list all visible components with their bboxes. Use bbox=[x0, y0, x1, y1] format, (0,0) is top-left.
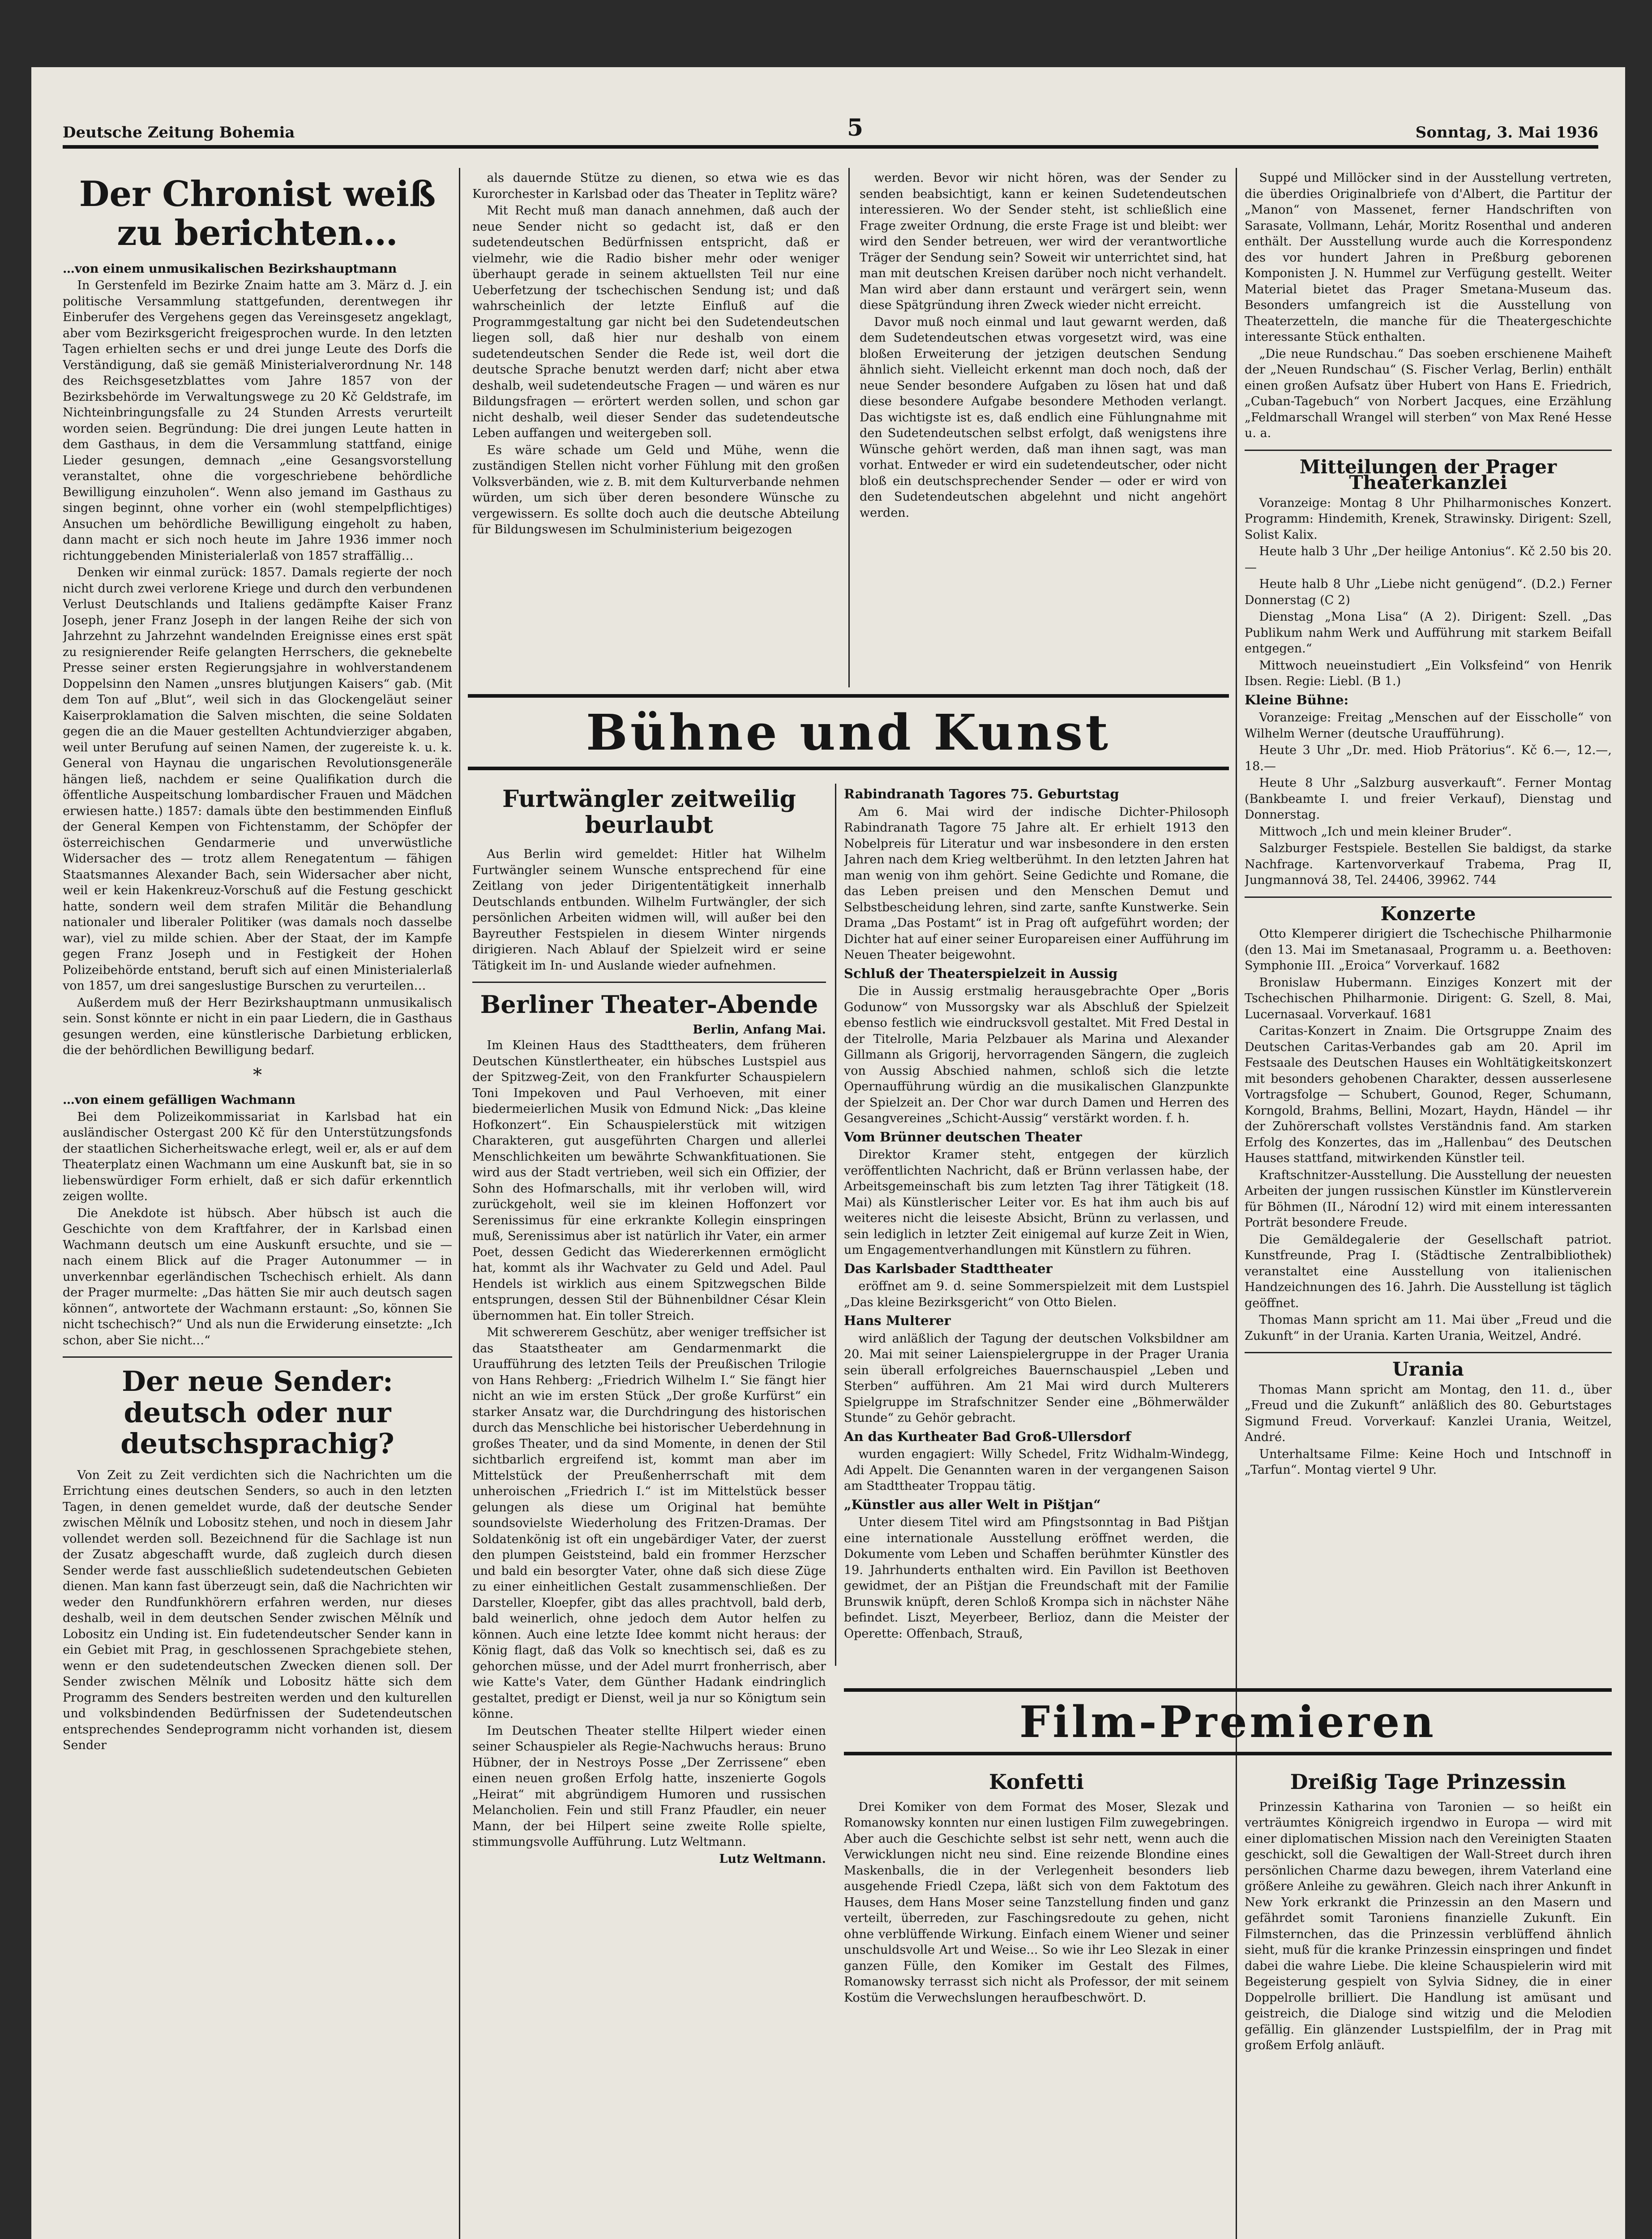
headline-furtwaengler: Furtwängler zeitweilig beurlaubt bbox=[502, 785, 796, 839]
column-3-news bbox=[844, 784, 1229, 1661]
film-review-konfetti bbox=[844, 1769, 1229, 2239]
item-text: wird anläßlich der Tagung der deutschen Volksbildner am 20. Mai mit seiner Laienspielergruppe in der Prager Urania sein überall erfolgreiches Bauernschauspiel „Leben und Sterben“ aufführen. Am 21 Mai wird durch Multerers Spielgruppe im Strafschnitzer Sender eine „Böhmerwälder Stunde“ zu Gehör gebracht. bbox=[844, 1331, 1229, 1425]
notice-subhead: Kleine Bühne: bbox=[1245, 692, 1349, 708]
paragraph: Mit Recht muß man danach annehmen, daß auch der neue Sender nicht so gedacht ist, daß er den sudetendeutschen Bedürfnissen entspricht, daß er vielmehr, wie die Radio bisher mehr oder weniger überhaupt gerade in seinem aktuellsten Teil nur eine Ueberfetzung der tschechischen Sendung ist; und daß wahrscheinlich der letzte Einfluß auf die Programmgestaltung gar nicht bei den Sudetendeutschen liegen soll, daß hier nur deshalb von einem sudetendeutschen Sender die Rede ist, weil dort die deutsche Sprache benutzt werden darf; nicht aber etwa deshalb, weil sudetendeutsche Fragen — und wären es nur Bildungsfragen — erörtert werden sollen, und schon gar nicht deshalb, weil dieser Sender das sudetendeutsche Leben auffangen und weitergeben soll. bbox=[472, 204, 839, 440]
column-1 bbox=[63, 170, 452, 2239]
paragraph: Bei dem Polizeikommissariat in Karlsbad hat ein ausländischer Ostergast 200 Kč für den Unterstützungsfonds der staatlichen Sicherheitswache erlegt, weil er, als er auf dem Theaterplatz einen Wachmann um eine Auskunft bat, sie in so liebenswürdiger Form erhielt, daß er sich dafür erkenntlich zeigen wollte. bbox=[63, 1110, 452, 1204]
notice: Heute halb 8 Uhr „Liebe nicht genügend“. (D.2.) Ferner Donnerstag (C 2) bbox=[1245, 577, 1612, 607]
item-text: Unter diesem Titel wird am Pfingstsonntag in Bad Pištjan eine internationale Ausstellung eröffnet werden, die Dokumente vom Leben und Schaffen berühmter Künstler des 19. Jahrhunderts enthalten wird. Ein Pavillon ist Beethoven gewidmet, der an Pištjan die Freundschaft mit der Familie Brunswik knüpft, deren Schloß Krompa sich in nächster Nähe befindet. Liszt, Meyerbeer, Berlioz, dann die Meister der Operette: Offenbach, Strauß, bbox=[844, 1515, 1229, 1641]
item-text: Am 6. Mai wird der indische Dichter-Philosoph Rabindranath Tagore 75 Jahre alt. Er erhielt 1913 den Nobelpreis für Literatur und war insbesondere in den ersten Jahren nach dem Krieg weltberühmt. In den letzten Jahren hat man wenig von ihm gehört. Seine Gedichte und Romane, die das Leben preisen und den Menschen Demut und Selbstbescheidung lehren, sind zarte, sanfte Kunstwerke. Sein Drama „Das Postamt“ ist in Prag oft aufgeführt worden; der Dichter hat auf einer seiner Europareisen einer Aufführung im Neuen Theater beigewohnt. bbox=[844, 805, 1229, 962]
notice: Voranzeige: Freitag „Menschen auf der Eisscholle“ von Wilhelm Werner (deutsche Uraufführung). bbox=[1245, 711, 1612, 741]
paragraph: Die Anekdote ist hübsch. Aber hübsch ist auch die Geschichte von dem Kraftfahrer, der in Karlsbad einen Wachmann deutsch um eine Auskunft ersuchte, und sie — nach einem Blick auf die Prager Autonummer — in unverkennbar egerländischen Tschechisch erhielt. Als dann der Prager murmelte: „Das hätten Sie mir auch deutsch sagen können“, antwortete der Wachmann erstaunt: „So, können Sie nicht tschechisch?“ Und als nun die Erwiderung einsetzte: „Ich schon, aber Sie nicht…“ bbox=[63, 1206, 452, 1347]
paragraph: Von Zeit zu Zeit verdichten sich die Nachrichten um die Errichtung eines deutschen Senders, so auch in den letzten Tagen, in denen gemeldet wurde, daß der deutsche Sender zwischen Mělník und Lobositz stehen, und noch in diesem Jahr vollendet werden soll. Bezeichnend für die Sachlage ist nun der Zusatz abgeschafft wurde, daß zugleich durch diesen Sender werde fast ausschließlich sudetendeutschen Gebieten dienen. Man kann fast überzeugt sein, daß die Nachrichten wir weder den Rundfunkhörern erfahren werden, nur dieses deshalb, weil in dem deutschen Sender zwischen Mělník und Lobositz ein Unding ist. Ein fudetendeutscher Sender kann in ein Gebiet mit Prag, in geschlossenen Sprachgebiete stehen, wenn er den sudetendeutschen Zwecken dienen soll. Der Sender zwischen Mělník und Lobositz hätte sich dem Programm des Senders bestreiten werden und den kulturellen und volksbindenden Bedürfnissen der Sudetendeutschen entsprechendes Sendeprogramm nicht vorhanden ist, diesem Sender bbox=[63, 1468, 452, 1753]
paragraph: werden. Bevor wir nicht hören, was der Sender zu senden beabsichtigt, kann er keinen Sudetendeutschen interessieren. Wo der Sender steht, ist schließlich eine Frage zweiter Ordnung, die erste Frage ist und bleibt: wer wird den Sender betreuen, wer wird der verantwortliche Träger der Sendung sein? Soweit wir unterrichtet sind, hat man mit deutschen Kreisen darüber noch nicht verhandelt. Man wird aber dann erstaunt und verärgert sein, wenn diese Spätgründung ihren Zweck wieder nicht erreicht. bbox=[860, 171, 1227, 312]
paragraph: Suppé und Millöcker sind in der Ausstellung vertreten, die überdies Originalbriefe von d'Albert, die Partitur der „Manon“ von Massenet, ferner Handschriften von Sarasate, Vollmann, Lehár, Moritz Rosenthal und anderen enthält. Der Ausstellung wurde auch die Korrespondenz des vor hundert Jahren in Preßburg geborenen Komponisten J. N. Hummel zur Verfügung gestellt. Weiter Material bietet das Prager Smetana-Museum das. Besonders umfangreich ist die Ausstellung von Theaterzetteln, die manche für die Theatergeschichte interessante Stück enthalten. bbox=[1245, 171, 1612, 344]
item-head: Vom Brünner deutschen Theater bbox=[844, 1129, 1082, 1145]
headline-prinzessin: Dreißig Tage Prinzessin bbox=[1290, 1770, 1566, 1794]
notice: Voranzeige: Montag 8 Uhr Philharmonisches Konzert. Programm: Hindemith, Krenek, Strawinsky. Dirigent: Szell, Solist Kalix. bbox=[1245, 496, 1612, 542]
separator bbox=[1245, 450, 1612, 451]
notice: Heute halb 3 Uhr „Der heilige Antonius“. Kč 2.50 bis 20.— bbox=[1245, 545, 1612, 575]
notice: Mittwoch „Ich und mein kleiner Bruder“. bbox=[1259, 824, 1512, 839]
notice: Otto Klemperer dirigiert die Tschechische Philharmonie (den 13. Mai im Smetanasaal, Programm u. a. Beethoven: Symphonie III. „Eroica“ Vorverkauf. 1682 bbox=[1245, 927, 1612, 973]
paragraph-rundschau: „Die neue Rundschau.“ Das soeben erschienene Maiheft der „Neuen Rundschau“ (S. Fischer Verlag, Berlin) enthält einen großen Aufsatz über Hubert von Hans E. Friedrich, „Cuban-Tagebuch“ von Norbert Jacques, eine Erzählung „Feldmarschall Wrangel will sterben“ von Max René Hesse u. a. bbox=[1245, 347, 1612, 440]
paragraph: Es wäre schade um Geld und Mühe, wenn die zuständigen Stellen nicht vorher Fühlung mit den großen Volksverbänden, wie z. B. mit dem Kulturverbande nehmen würden, um sich über deren besondere Wünsche zu vergewissern. Es sollte doch auch die deutsche Abteilung für Bildungswesen im Schulministerium beigezogen bbox=[472, 443, 839, 536]
separator bbox=[472, 982, 826, 983]
column-2-top bbox=[472, 170, 839, 690]
notice: Salzburger Festspiele. Bestellen Sie baldigst, da starke Nachfrage. Kartenvorverkauf Trabema, Prag II, Jungmannová 38, Tel. 24406, 39962. 744 bbox=[1245, 841, 1612, 887]
box-title-theaterkanzlei: Mitteilungen der Prager Theaterkanzlei bbox=[1299, 455, 1557, 493]
separator bbox=[63, 1356, 452, 1358]
issue-date: Sonntag, 3. Mai 1936 bbox=[1415, 124, 1598, 142]
page-number: 5 bbox=[847, 114, 864, 142]
notice: Thomas Mann spricht am Montag, den 11. d., über „Freud und die Zukunft“ anläßlich des 80. Geburtstages Sigmund Freud. Vorverkauf: Kanzlei Urania, Weitzel, André. bbox=[1245, 1382, 1612, 1444]
paragraph: als dauernde Stütze zu dienen, so etwa wie es das Kurorchester in Karlsbad oder das Theater in Teplitz wäre? bbox=[472, 171, 839, 201]
headline-berliner-theater: Berliner Theater-Abende bbox=[480, 990, 818, 1019]
column-3-top bbox=[860, 170, 1227, 690]
subhead-wachmann: …von einem gefälligen Wachmann bbox=[63, 1093, 295, 1107]
notice: Thomas Mann spricht am 11. Mai über „Freud und die Zukunft“ in der Urania. Karten Urania, Weitzel, André. bbox=[1245, 1313, 1612, 1343]
paragraph: Aus Berlin wird gemeldet: Hitler hat Wilhelm Furtwängler seinem Wunsche entsprechend für eine Zeitlang von jeder Dirigententätigkeit innerhalb Deutschlands entbunden. Wilhelm Furtwängler, der sich persönlichen Arbeiten widmen will, will außer bei den Bayreuther Festspielen in diesem Winter nirgends dirigieren. Nach Ablauf der Spielzeit wird er seine Tätigkeit im In- und Auslande wieder aufnehmen. bbox=[472, 847, 826, 973]
item-text: Direktor Kramer steht, entgegen der kürzlich veröffentlichten Nachricht, daß er Brünn verlassen habe, der Arbeitsgemeinschaft bis zum letzten Tag ihrer Tätigkeit (18. Mai) als Künstlerischer Leiter vor. Es hat ihm auch bis auf weiteres nicht die leiseste Absicht, Brünn zu verlassen, und sein lediglich in letzter Zeit einigemal auf kurze Zeit in Wien, um Engagementverhandlungen mit Künstlern zu führen. bbox=[844, 1148, 1229, 1257]
item-text: Die in Aussig erstmalig herausgebrachte Oper „Boris Godunow“ von Mussorgsky war als Abschluß der Spielzeit ebenso festlich wie eindrucksvoll gestaltet. Mit Fred Destal in der Titelrolle, Maria Pelzbauer als Marina und Alexander Gillmann als Grigorij, hervorragenden Sängern, die zugleich von Aussig Abschied nahmen, schloß sich die letzte Opernaufführung würdig an die musikalischen Glanzpunkte der Spielzeit an. Der Chor war durch Damen und Herren des Gesangvereines „Schicht-Aussig“ verstärkt worden. f. h. bbox=[844, 984, 1229, 1125]
paragraph: Drei Komiker von dem Format des Moser, Slezak und Romanowsky konnten nur einen lustigen Film zuwegebringen. Aber auch die Geschichte selbst ist sehr nett, wenn auch die Verwicklungen nicht neu sind. Eine reizende Blondine eines Maskenballs, die in der Verlegenheit besonders lieb ausgehende Friedl Czepa, läßt sich von dem Faktotum des Hauses, dem Hans Moser seine Tanzstellung finden und ganz verteilt, überreden, zur Faschingsredoute zu gehen, nicht ohne verblüffende Wirkung. Einfach einem Wiener und seiner unschuldsvolle Art und Weise... So wie ihr Leo Slezak in einer ganzen Fülle, den Komiker im Gestalt des Filmes, Romanowsky terrasst sich nicht als Professor, der mit seinem Kostüm die Verwechslungen heraufbeschwört. D. bbox=[844, 1800, 1229, 2005]
notice: Dienstag „Mona Lisa“ (A 2). Dirigent: Szell. „Das Publikum nahm Werk und Aufführung mit starkem Beifall entgegen.“ bbox=[1245, 610, 1612, 656]
item-head: Hans Multerer bbox=[844, 1313, 951, 1328]
section-star: * bbox=[253, 1064, 262, 1085]
paragraph: Prinzessin Katharina von Taronien — so heißt ein verträumtes Königreich irgendwo in Europa — wird mit einer diplomatischen Mission nach den Vereinigten Staaten geschickt, soll die Gewaltigen der Wall-Street durch ihren persönlichen Charme dazu bewegen, ihrem Vaterland eine größere Anleihe zu gewähren. Gleich nach ihrer Ankunft in New York erkrankt die Prinzessin an den Masern und gefährdet somit Taroniens finanzielle Zukunft. Ein Filmsternchen, das die Prinzessin verblüffend ähnlich sieht, muß für die kranke Prinzessin einspringen und findet dabei die wahre Liebe. Die kleine Schauspielerin wird mit Begeisterung gespielt von Sylvia Sidney, die in einer Doppelrolle brilliert. Die Handlung ist amüsant und geistreich, die Dialoge sind witzig und die Melodien gefällig. Ein glänzender Lustspielfilm, der in Prag mit großem Erfolg anläuft. bbox=[1245, 1800, 1612, 2053]
paragraph: Denken wir einmal zurück: 1857. Damals regierte der noch nicht durch zwei verlorene Kriege und durch den verbundenen Verlust Deutschlands und Italiens gedämpfte Kaiser Franz Joseph, jener Franz Joseph in der langen Reihe der sich von Jahrzehnt zu Jahrzehnt wandelnden Ereignisse eines erst spät zu resignierender Reife gelangten Herrschers, die geknebelte Presse seiner ersten Regierungsjahre in wohlverstandenem Doppelsinn den Namen „unsres blutjungen Kaisers“ gab. (Mit dem Ton auf „Blut“, weil sich in das Glockengeläut seiner Kaiserproklamation die Salven mischten, die seine Soldaten gegen die an die Mauer gestellten Achtundvierziger abgaben, weil unter Berufung auf seinen Namen, der zugereiste k. u. k. General von Haynau die ungarischen Revolutionsgeneräle hängen ließ, nachdem er seine Qualifikation durch die öffentliche Auspeitschung lombardischer Frauen und Mädchen erwiesen hatte.) 1857: damals übte den bestimmenden Einfluß der General Kempen von Fichtenstamm, der Schöpfer der österreichischen Gendarmerie und unverwüstliche Widersacher des — trotz allem Renegatentum — fähigen Staatsmannes Alexander Bach, sein Widersacher aber nicht, weil er kein Hakenkreuz-Vorschuß auf die Festung geschickt hatte, sondern weil dem strafen Militär die Behandlung nationaler und liberaler Politiker (was damals noch dasselbe war), viel zu milde schien. Aber der Staat, der im Kampfe gegen Franz Joseph und in Festigkeit der Hohen Polizeibehörde entstand, beruft sich auf einen Ministerialerlaß von 1857, um drei sangeslustige Burschen zu verurteilen… bbox=[63, 566, 452, 993]
item-text: wurden engagiert: Willy Schedel, Fritz Widhalm-Windegg, Adi Appelt. Die Genannten waren in der vergangenen Saison am Stadttheater Troppau tätig. bbox=[844, 1447, 1229, 1493]
column-4 bbox=[1245, 170, 1612, 1764]
headline-sender: Der neue Sender: deutsch oder nur deutschsprachig? bbox=[120, 1365, 394, 1460]
notice: Heute 3 Uhr „Dr. med. Hiob Prätorius“. Kč 6.—, 12.—, 18.— bbox=[1245, 743, 1612, 773]
paragraph: Außerdem muß der Herr Bezirkshauptmann unmusikalisch sein. Sonst könnte er nicht in ein paar Liedern, die in Gasthaus gesungen werden, eine künstlerische Darbietung erblicken, die der behördlichen Bewilligung bedarf. bbox=[63, 995, 452, 1058]
column-rule bbox=[1236, 1764, 1237, 2239]
paragraph: Davor muß noch einmal und laut gewarnt werden, daß dem Sudetendeutschen etwas vorgesetzt wird, was eine bloßen Erweiterung der jetzigen deutschen Sendung ähnlich sieht. Vielleicht erkennt man doch noch, daß der neue Sender besondere Aufgaben zu lösen hat und daß diese besondere Aufgabe besondere Methoden verlangt. Das wichtigste ist es, daß endlich eine Fühlungnahme mit den Sudetendeutschen selbst erfolgt, daß wenigstens ihre Wünsche gehört werden, daß man ihnen sagt, was man vorhat. Entweder er wird ein sudetendeutscher, oder nicht bloß ein deutschsprechender Sender — oder er wird von den Sudetendeutschen abgelehnt und nicht angehört werden. bbox=[860, 315, 1227, 520]
item-head: An das Kurtheater Bad Groß-Ullersdorf bbox=[844, 1428, 1131, 1444]
separator bbox=[1245, 1352, 1612, 1353]
headline-chronist: Der Chronist weiß zu berichten… bbox=[79, 174, 436, 254]
box-title-konzerte: Konzerte bbox=[1380, 902, 1476, 925]
section-banner-film: Film-Premieren bbox=[844, 1688, 1612, 1755]
author-byline: Lutz Weltmann. bbox=[719, 1852, 826, 1866]
headline-konfetti: Konfetti bbox=[989, 1770, 1084, 1794]
box-title-urania: Urania bbox=[1392, 1358, 1464, 1380]
item-head: Rabindranath Tagores 75. Geburtstag bbox=[844, 786, 1119, 802]
separator bbox=[1245, 896, 1612, 898]
notice: Bronislaw Hubermann. Einziges Konzert mit der Tschechischen Philharmonie. Dirigent: G. Szell, 8. Mai, Lucernasaal. Vorverkauf. 1681 bbox=[1245, 975, 1612, 1021]
paragraph: In Gerstenfeld im Bezirke Znaim hatte am 3. März d. J. ein politische Versammlung stattgefunden, derentwegen ihr Einberufer des Vergehens gegen das Vereinsgesetz angeklagt, aber vom Bezirksgericht freigesprochen wurde. In den letzten Tagen erhielten sechs er und drei junge Leute des Dorfs die Verständigung, daß sie gemäß Ministerialverordnung Nr. 148 des Reichsgesetzblattes vom Jahre 1857 von der Bezirksbehörde im Verwaltungswege zu 20 Kč Geldstrafe, im Nichteinbringungsfalle zu 24 Stunden Arrests verurteilt worden seien. Begründung: Die drei jungen Leute hatten in dem Gasthaus, in dem die Versammlung stattfand, einige Lieder gesungen, demnach „eine Gesangsvorstellung veranstaltet, ohne die vorgeschriebene behördliche Bewilligung einzuholen“. Wenn also jemand im Gasthaus zu singen beginnt, ohne vorher ein (wohl stempelpflichtiges) Ansuchen um behördliche Bewilligung eingeholt zu haben, dann macht er sich noch heute im Jahre 1936 immer noch richtunggebenden Ministerialerlaß von 1857 straffällig… bbox=[63, 279, 452, 563]
item-head: Das Karlsbader Stadttheater bbox=[844, 1261, 1053, 1276]
item-text: eröffnet am 9. d. seine Sommerspielzeit mit dem Lustspiel „Das kleine Bezirksgericht“ von Otto Bielen. bbox=[844, 1279, 1229, 1309]
newspaper-name: Deutsche Zeitung Bohemia bbox=[63, 124, 295, 142]
notice: Heute 8 Uhr „Salzburg ausverkauft“. Ferner Montag (Bankbeamte I. und freier Verkauf), Dienstag und Donnerstag. bbox=[1245, 776, 1612, 822]
notice: Kraftschnitzer-Ausstellung. Die Ausstellung der neuesten Arbeiten der jungen russischen Künstler im Künstlerverein für Böhmen (II., Národní 12) wird mit einem interessanten Porträt besondere Freude. bbox=[1245, 1168, 1612, 1230]
paragraph: Mit schwererem Geschütz, aber weniger treffsicher ist das Staatstheater am Gendarmenmarkt die Uraufführung des letzten Teils der Preußischen Trilogie von Hans Rehberg: „Friedrich Wilhelm I.“ Sie fängt hier nicht an wie im ersten Stück „Der große Kurfürst“ ein starker Ansatz war, die Durchdringung des historischen durch das Menschliche bei historischer Ueberdehnung in großes Theater, und da sind Momente, in denen der Stil sichtbarlich ergreifend ist, kommt man aber im Mittelstück der Preußenherrschaft mit dem unheroischen „Friedrich I.“ ist im Mittelstück besser gelungen als diese um Original hat bemühte soundsovielste Wiederholung des Fritzen-Dramas. Der Soldatenkönig ist oft ein ungebärdiger Vater, der zuerst den plumpen Geiststeind, bald ein frommer Herzscher und bald ein besorgter Vater, ohne daß sich diese Züge zu einer einheitlichen Gestalt zusammenschließen. Der Darsteller, Kloepfer, gibt das alles prachtvoll, bald derb, bald weinerlich, ohne jedoch dem Autor helfen zu können. Auch eine letzte Idee kommt nicht heraus: der König flagt, daß das Volk so knechtisch sei, daß es zu gehorchen müsse, und der Adel murrt fronherrisch, aber wie Katte's Vater, dem Günther Hadank eindringlich gestaltet, predigt er Dienst, weil ja nur so Königtum sein könne. bbox=[472, 1325, 826, 1721]
column-rule bbox=[848, 168, 850, 687]
notice: Die Gemäldegalerie der Gesellschaft patriot. Kunstfreunde, Prag I. (Städtische Zentralbibliothek) veranstaltet eine Ausstellung von italienischen Handzeichnungen des 16. Jahrh. Die Ausstellung ist täglich geöffnet. bbox=[1245, 1232, 1612, 1310]
column-rule bbox=[835, 784, 836, 1666]
item-head: Schluß der Theaterspielzeit in Aussig bbox=[844, 965, 1118, 981]
newspaper-page bbox=[31, 67, 1625, 2239]
section-banner-buehne: Bühne und Kunst bbox=[468, 694, 1229, 770]
film-review-prinzessin bbox=[1245, 1769, 1612, 2239]
notice: Caritas-Konzert in Znaim. Die Ortsgruppe Znaim des Deutschen Caritas-Verbandes gab am 20. April im Festsaale des Deutschen Hauses ein Wohltätigkeitskonzert mit besonders gehobenen Charakter, dessen ausserlesene Vortragsfolge — Schubert, Gounod, Reger, Schumann, Korngold, Brahms, Bellini, Mozart, Haydn, Händel — ihr der Zuhörerschaft vollstes Verständnis fand. Am starken Erfolg des Konzertes, das im „Hallenbau“ des Deutschen Hauses stattfand, mitwirkenden Künstler teil. bbox=[1245, 1024, 1612, 1165]
item-head: „Künstler aus aller Welt in Pištjan“ bbox=[844, 1497, 1101, 1512]
paragraph: Im Deutschen Theater stellte Hilpert wieder einen seiner Schauspieler als Regie-Nachwuchs heraus: Bruno Hübner, der in Nestroys Posse „Der Zerrissene“ eben einen neuen großen Erfolg hatte, inszenierte Gogols „Heirat“ mit abgründigem Humoren und russischen Melancholien. Fein und still Franz Pfaudler, ein neuer Mann, der bei Hilpert seine zweite Rolle spielte, stimmungsvolle Aufführung. Lutz Weltmann. bbox=[472, 1724, 826, 1849]
column-2-articles bbox=[472, 784, 826, 2239]
notice: Unterhaltsame Filme: Keine Hoch und Intschnoff in „Tarfun“. Montag viertel 9 Uhr. bbox=[1245, 1447, 1612, 1477]
notice: Mittwoch neueinstudiert „Ein Volksfeind“ von Henrik Ibsen. Regie: Liebl. (B 1.) bbox=[1245, 658, 1612, 688]
column-rule bbox=[459, 168, 460, 2239]
dateline: Berlin, Anfang Mai. bbox=[693, 1022, 826, 1037]
subhead-bezirkshauptmann: …von einem unmusikalischen Bezirkshauptmann bbox=[63, 262, 397, 276]
paragraph: Im Kleinen Haus des Stadttheaters, dem früheren Deutschen Künstlertheater, ein hübsches Lustspiel aus der Spitzweg-Zeit, von den Frankfurter Schauspielern Toni Impekoven und Paul Verhoeven, mit einer biedermeierlichen Musik von Edmund Nick: „Das kleine Hofkonzert“. Ein Schauspielerstück mit witzigen Charakteren, gut ausgeführten Chargen und allerlei Menschlichkeiten um bewährte Schwankfituationen. Sie wird aus der Stadt vertrieben, weil sich ein Offizier, der Sohn des Hofmarschalls, mit ihr verloben will, wird zurückgeholt, weil sie im kleinen Hoffonzert vor Serenissimus für eine erkrankte Kollegin einspringen muß, Serenissimus aber ist natürlich ihr Vater, ein armer Poet, dessen Gedicht das Wiedererkennen ermöglicht hat, kommt als ihr Wachvater zu Geld und Adel. Paul Hendels ist wirklich aus einem Spitzwegschen Bilde entsprungen, dessen Stil der Bühnenbildner César Klein übernommen hat. Ein toller Streich. bbox=[472, 1038, 826, 1323]
masthead-line bbox=[63, 108, 1598, 149]
